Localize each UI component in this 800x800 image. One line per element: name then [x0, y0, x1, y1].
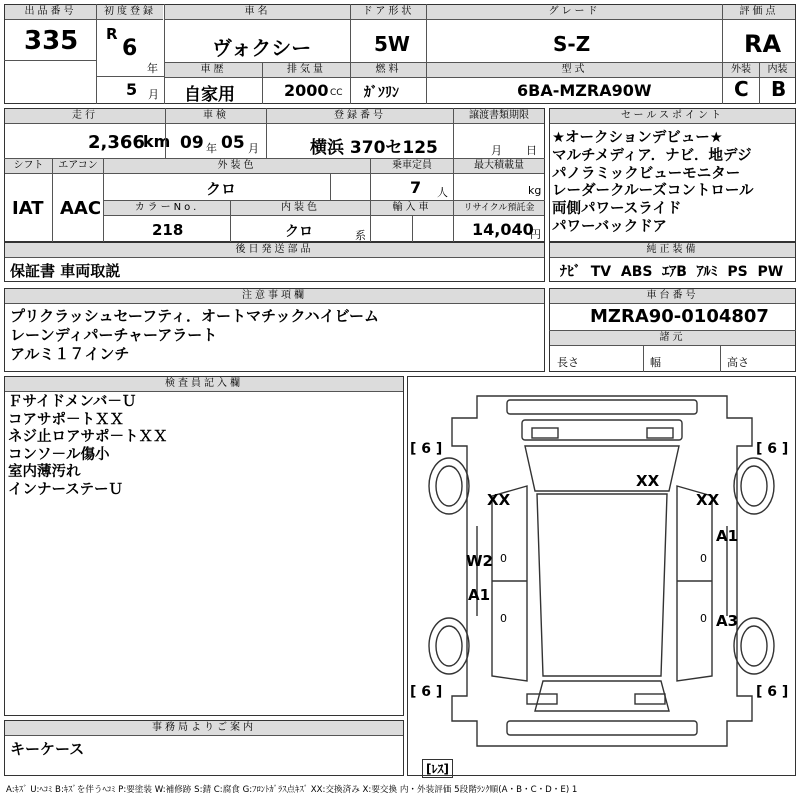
- note-line: プリクラッシュセーフティ．オートマチックハイビーム: [10, 307, 380, 325]
- grade-header: グレード: [427, 5, 722, 20]
- height-label: 高さ: [727, 356, 749, 369]
- color-number: 218: [152, 221, 184, 239]
- inspector-notes: [8, 394, 168, 500]
- notes-list: [10, 307, 379, 364]
- left-side: [492, 486, 527, 681]
- notes-header: 注意事項欄: [5, 289, 544, 304]
- damage-right-rear-a3: A3: [716, 612, 739, 630]
- year-unit: 年: [147, 62, 158, 75]
- note-line: アルミ１７インチ: [10, 345, 130, 363]
- sales-point: マルチメディア．ナビ．地デジ: [552, 147, 752, 164]
- wheel-rl-inner: [436, 626, 462, 666]
- divider: [330, 174, 331, 200]
- damage-left-door-zero: 0: [500, 552, 507, 565]
- score: RA: [744, 30, 782, 58]
- fuel-header: 燃料: [351, 63, 426, 78]
- plate-header: 登録番号: [267, 109, 453, 124]
- inspection-month-unit: 月: [248, 142, 259, 155]
- sales-point: ★オークションデビュー★: [552, 130, 723, 146]
- interior-color: クロ: [285, 224, 313, 240]
- registration-year: 6: [122, 36, 138, 61]
- history-header: 車歴: [165, 63, 262, 78]
- damage-roof: XX: [636, 472, 660, 490]
- sales-point: 両側パワースライド: [552, 201, 682, 218]
- sales-points-list: [552, 130, 754, 237]
- inspector-note: インナーステーＵ: [8, 481, 123, 498]
- shift: IAT: [12, 198, 44, 219]
- registration-month: 5: [126, 80, 138, 99]
- damage-left-front: XX: [487, 491, 511, 509]
- later-parts-header: 後日発送部品: [5, 243, 544, 258]
- exterior-color: クロ: [206, 180, 237, 198]
- capacity-unit: 人: [437, 186, 448, 199]
- door-type: 5W: [374, 32, 410, 56]
- inspection-month: 05: [221, 133, 245, 153]
- divider: [412, 215, 413, 242]
- equipment: ﾅﾋﾞ TV ABS ｴｱB ｱﾙﾐ PS PW: [560, 264, 784, 280]
- car-name-header: 車名: [165, 5, 350, 20]
- load-unit: kg: [528, 184, 542, 197]
- capacity: 7: [410, 178, 422, 197]
- grade: S-Z: [553, 32, 591, 56]
- inspector-note: コンソ－ル傷小: [8, 446, 110, 463]
- damage-right-front: XX: [696, 491, 720, 509]
- car-damage-diagram: [407, 376, 796, 776]
- rear-panel: [527, 694, 557, 704]
- divider: [4, 60, 96, 61]
- era: R: [106, 25, 118, 43]
- inspection-year-unit: 年: [206, 142, 217, 155]
- office-header: 事務局よりご案内: [5, 721, 403, 736]
- lot-number: 335: [24, 26, 79, 56]
- first-registration-header: 初度登録: [97, 5, 163, 20]
- chassis-number: MZRA90-0104807: [590, 306, 769, 327]
- divider: [720, 345, 721, 372]
- recycle-deposit-header: リサイクル預託金: [454, 201, 544, 216]
- inspection-year: 09: [180, 133, 204, 153]
- model-header: 型式: [427, 63, 722, 78]
- aircon-header: エアコン: [53, 159, 103, 174]
- legend-footer: A:ｷｽﾞ U:ﾍｺﾐ B:ｷｽﾞを伴うﾍｺﾐ P:要塗装 W:補修跡 S:錆 C:腐食 G:ﾌﾛﾝﾄｶﾞﾗｽ点ｷｽﾞ XX:交換済み X:要交換 内・外装評価 5段階ﾗﾝｸ順(A・B・C・D・E) 1: [6, 785, 578, 795]
- damage-right-door-zero: 0: [700, 552, 707, 565]
- tire-fl-depth: [ 6 ]: [410, 441, 443, 457]
- vehicle-info-block: [4, 108, 545, 242]
- fuel: ｶﾞｿﾘﾝ: [364, 85, 399, 101]
- recycle-deposit: 14,040: [472, 220, 534, 239]
- interior-grade: B: [771, 77, 787, 101]
- mirror-right: [647, 428, 673, 438]
- chassis-header: 車台番号: [550, 289, 795, 304]
- displacement: 2000: [284, 81, 329, 100]
- right-side: [677, 486, 712, 681]
- displacement-header: 排気量: [263, 63, 350, 78]
- car-name: ヴォクシー: [212, 36, 312, 60]
- damage-right-door-a1: A1: [716, 527, 739, 545]
- ext-grade-header: 外装: [723, 63, 759, 78]
- wheel-fl-inner: [436, 466, 462, 506]
- roof: [537, 494, 667, 676]
- month-unit: 月: [148, 88, 159, 101]
- damage-right-rear-zero: 0: [700, 612, 707, 625]
- divider: [643, 345, 644, 372]
- exterior-color-header: 外装色: [104, 159, 370, 174]
- specs-header: 諸元: [550, 331, 795, 346]
- later-parts: 保証書 車両取説: [10, 262, 121, 280]
- inspector-note: 室内薄汚れ: [8, 464, 81, 481]
- mileage: 2,366: [88, 132, 145, 153]
- max-load-header: 最大積載量: [454, 159, 544, 174]
- rear-bumper: [507, 721, 697, 735]
- registration-plate: 横浜 370セ125: [310, 138, 438, 158]
- sales-point: パワーバックドア: [552, 218, 667, 235]
- car-history: 自家用: [184, 85, 235, 105]
- sales-point: レーダークルーズコントロール: [552, 183, 754, 200]
- damage-left-door-w2: W2: [466, 552, 493, 570]
- yen-unit: 円: [530, 228, 541, 241]
- tire-fr-depth: [ 6 ]: [756, 441, 789, 457]
- tire-rr-depth: [ 6 ]: [756, 684, 789, 700]
- body-outline: [452, 396, 752, 746]
- capacity-header: 乗車定員: [371, 159, 453, 174]
- note-line: レーンディパーチャーアラート: [10, 326, 218, 344]
- width-label: 幅: [650, 356, 661, 369]
- tire-rl-depth: [ 6 ]: [410, 684, 443, 700]
- interior-color-unit: 系: [355, 229, 366, 242]
- front-bumper: [507, 400, 697, 414]
- cc-unit: CC: [330, 88, 343, 98]
- aircon: AAC: [60, 198, 102, 219]
- model-code: 6BA-MZRA90W: [517, 81, 652, 100]
- rear-window: [535, 681, 669, 711]
- divider: [96, 76, 164, 77]
- sales-points-header: セールスポイント: [550, 109, 795, 124]
- transfer-deadline-header: 譲渡書類期限: [454, 109, 544, 124]
- lot-number-header: 出品番号: [5, 5, 96, 20]
- mileage-header: 走行: [5, 109, 165, 124]
- office-note: キーケース: [10, 740, 85, 758]
- hood: [522, 420, 682, 440]
- deadline-day-unit: 日: [526, 144, 537, 157]
- score-header: 評価点: [723, 5, 795, 20]
- mirror-left: [532, 428, 558, 438]
- inspector-note: ネジ止ロアサポ－トＸＸ: [8, 429, 168, 446]
- deadline-month-unit: 月: [491, 144, 502, 157]
- equipment-header: 純正装備: [550, 243, 795, 258]
- km-unit: km: [143, 132, 171, 151]
- import-header: 輸入車: [371, 201, 453, 216]
- int-grade-header: 内装: [760, 63, 795, 78]
- shift-header: シフト: [5, 159, 52, 174]
- color-number-header: カラーNo.: [104, 201, 230, 216]
- damage-left-rear-a1: A1: [468, 586, 491, 604]
- rear-panel-right: [635, 694, 665, 704]
- wheel-rr-inner: [741, 626, 767, 666]
- inspector-note: Ｆサイドメンバ－Ｕ: [8, 394, 137, 410]
- exterior-grade: C: [734, 77, 749, 101]
- damage-left-rear-zero: 0: [500, 612, 507, 625]
- inspector-header: 検査員記入欄: [5, 377, 403, 392]
- spare-tire-label: [ﾚｽ]: [422, 759, 453, 778]
- sales-point: パノラミックビューモニター: [552, 165, 741, 182]
- inspector-note: コアサポ－トＸＸ: [8, 411, 124, 428]
- doors-header: ドア形状: [351, 5, 426, 20]
- inspection-header: 車検: [166, 109, 266, 124]
- length-label: 長さ: [557, 356, 579, 369]
- wheel-fr-inner: [741, 466, 767, 506]
- interior-color-header: 内装色: [231, 201, 370, 216]
